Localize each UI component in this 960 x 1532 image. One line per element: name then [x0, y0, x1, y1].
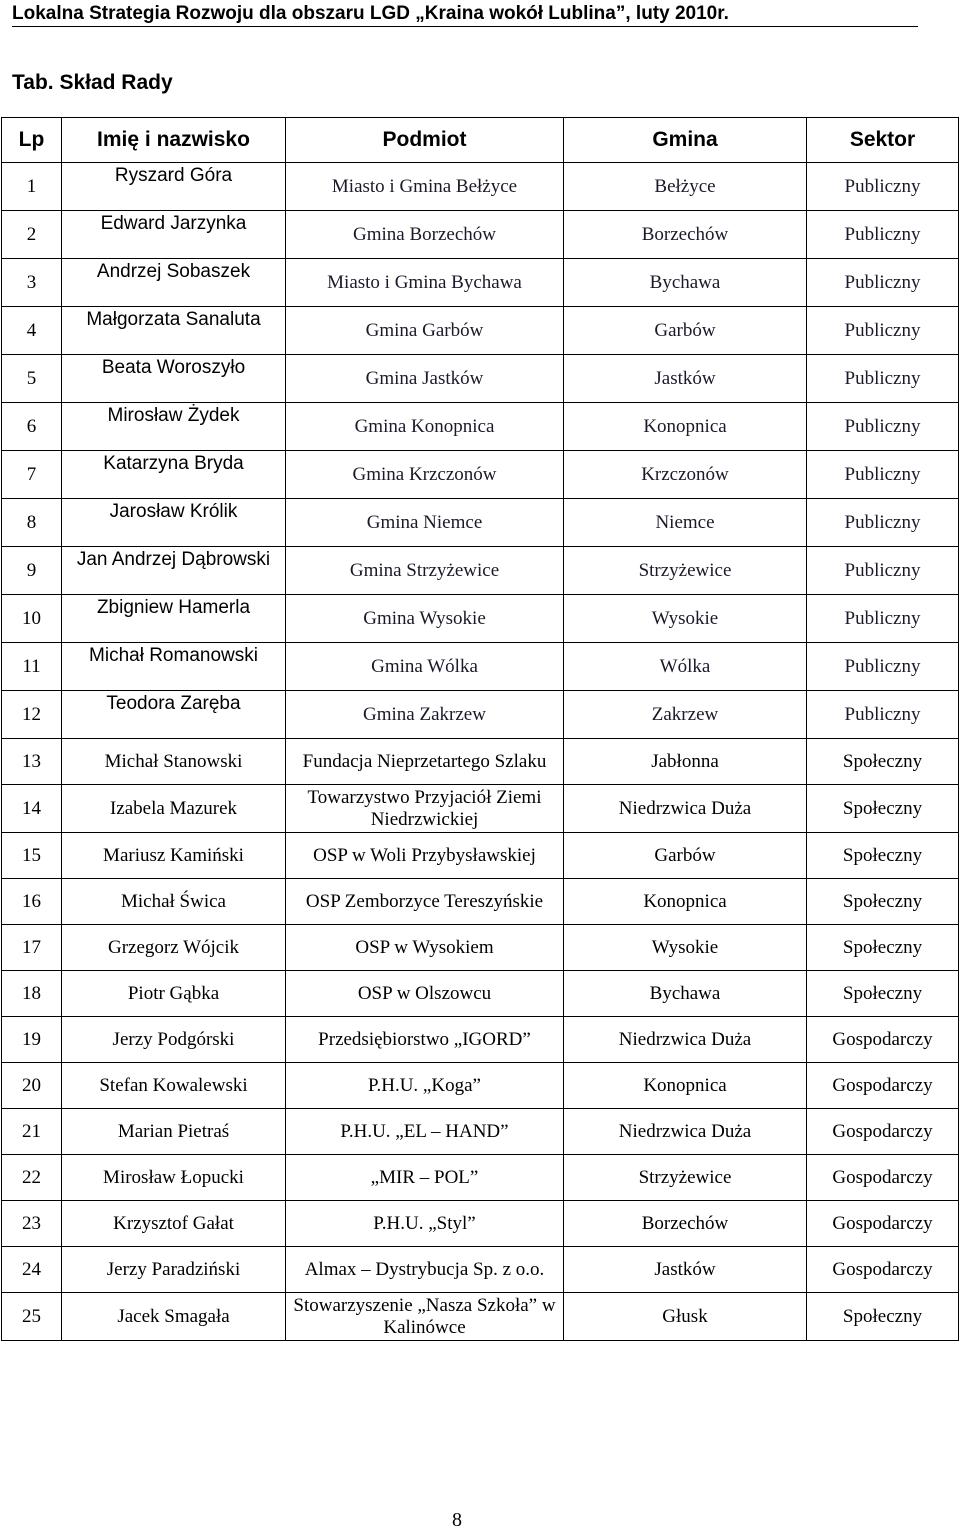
row-lp: 10 — [2, 595, 62, 643]
council-table — [1, 117, 959, 1341]
row-sector: Publiczny — [807, 307, 959, 355]
column-header-sector: Sektor — [807, 118, 959, 163]
row-name: Jacek Smagała — [62, 1293, 286, 1341]
column-header-name: Imię i nazwisko — [62, 118, 286, 163]
row-entity: „MIR – POL” — [286, 1155, 564, 1201]
table-row — [2, 451, 959, 499]
row-entity: Gmina Wysokie — [286, 595, 564, 643]
row-sector: Publiczny — [807, 451, 959, 499]
header-rule — [12, 26, 918, 27]
row-name: Michał Romanowski — [62, 643, 286, 691]
row-gmina: Wysokie — [564, 925, 807, 971]
row-gmina: Borzechów — [564, 1201, 807, 1247]
row-gmina: Niedrzwica Duża — [564, 785, 807, 833]
table-row — [2, 691, 959, 739]
row-sector: Publiczny — [807, 595, 959, 643]
row-lp: 15 — [2, 833, 62, 879]
row-name: Mirosław Łopucki — [62, 1155, 286, 1201]
table-row — [2, 1155, 959, 1201]
row-sector: Społeczny — [807, 833, 959, 879]
row-entity: Gmina Garbów — [286, 307, 564, 355]
document-header: Lokalna Strategia Rozwoju dla obszaru LGD „Kraina wokół Lublina”, luty 2010r. — [12, 3, 729, 24]
column-header-lp: Lp — [2, 118, 62, 163]
row-gmina: Jastków — [564, 1247, 807, 1293]
row-name: Małgorzata Sanaluta — [62, 307, 286, 355]
row-sector: Gospodarczy — [807, 1063, 959, 1109]
row-lp: 14 — [2, 785, 62, 833]
row-entity: OSP w Woli Przybysławskiej — [286, 833, 564, 879]
row-lp: 18 — [2, 971, 62, 1017]
row-entity: Miasto i Gmina Bełżyce — [286, 163, 564, 211]
row-lp: 24 — [2, 1247, 62, 1293]
row-gmina: Garbów — [564, 307, 807, 355]
row-lp: 2 — [2, 211, 62, 259]
row-gmina: Bełżyce — [564, 163, 807, 211]
row-lp: 19 — [2, 1017, 62, 1063]
row-lp: 17 — [2, 925, 62, 971]
row-name: Edward Jarzynka — [62, 211, 286, 259]
row-sector: Publiczny — [807, 259, 959, 307]
row-entity: Miasto i Gmina Bychawa — [286, 259, 564, 307]
row-sector: Społeczny — [807, 739, 959, 785]
row-lp: 16 — [2, 879, 62, 925]
row-name: Andrzej Sobaszek — [62, 259, 286, 307]
row-gmina: Garbów — [564, 833, 807, 879]
row-sector: Publiczny — [807, 211, 959, 259]
row-sector: Publiczny — [807, 547, 959, 595]
table-row — [2, 499, 959, 547]
row-entity: OSP Zemborzyce Tereszyńskie — [286, 879, 564, 925]
row-name: Krzysztof Gałat — [62, 1201, 286, 1247]
row-gmina: Zakrzew — [564, 691, 807, 739]
row-sector: Publiczny — [807, 691, 959, 739]
row-lp: 9 — [2, 547, 62, 595]
row-gmina: Konopnica — [564, 879, 807, 925]
row-name: Piotr Gąbka — [62, 971, 286, 1017]
row-name: Jerzy Paradziński — [62, 1247, 286, 1293]
row-name: Ryszard Góra — [62, 163, 286, 211]
row-sector: Publiczny — [807, 499, 959, 547]
table-row — [2, 1247, 959, 1293]
row-entity: P.H.U. „Koga” — [286, 1063, 564, 1109]
table-row — [2, 1063, 959, 1109]
row-lp: 3 — [2, 259, 62, 307]
table-row — [2, 547, 959, 595]
table-row — [2, 925, 959, 971]
row-lp: 22 — [2, 1155, 62, 1201]
row-name: Zbigniew Hamerla — [62, 595, 286, 643]
row-lp: 8 — [2, 499, 62, 547]
row-name: Katarzyna Bryda — [62, 451, 286, 499]
row-sector: Publiczny — [807, 163, 959, 211]
page-number: 8 — [452, 1509, 462, 1531]
row-gmina: Wysokie — [564, 595, 807, 643]
row-gmina: Konopnica — [564, 403, 807, 451]
row-gmina: Niedrzwica Duża — [564, 1017, 807, 1063]
row-gmina: Niedrzwica Duża — [564, 1109, 807, 1155]
table-header-row — [2, 118, 959, 163]
row-lp: 21 — [2, 1109, 62, 1155]
row-lp: 1 — [2, 163, 62, 211]
row-name: Jan Andrzej Dąbrowski — [62, 547, 286, 595]
row-gmina: Strzyżewice — [564, 547, 807, 595]
row-lp: 4 — [2, 307, 62, 355]
row-name: Grzegorz Wójcik — [62, 925, 286, 971]
table-row — [2, 833, 959, 879]
row-name: Jarosław Królik — [62, 499, 286, 547]
table-row — [2, 1017, 959, 1063]
row-gmina: Głusk — [564, 1293, 807, 1341]
row-entity: OSP w Olszowcu — [286, 971, 564, 1017]
row-name: Mariusz Kamiński — [62, 833, 286, 879]
row-entity: Gmina Konopnica — [286, 403, 564, 451]
row-sector: Publiczny — [807, 355, 959, 403]
table-row — [2, 879, 959, 925]
row-gmina: Bychawa — [564, 259, 807, 307]
table-row — [2, 1293, 959, 1341]
row-lp: 5 — [2, 355, 62, 403]
row-sector: Gospodarczy — [807, 1017, 959, 1063]
table-row — [2, 403, 959, 451]
row-sector: Społeczny — [807, 925, 959, 971]
row-sector: Gospodarczy — [807, 1109, 959, 1155]
row-gmina: Jabłonna — [564, 739, 807, 785]
row-lp: 20 — [2, 1063, 62, 1109]
row-gmina: Krzczonów — [564, 451, 807, 499]
column-header-gmina: Gmina — [564, 118, 807, 163]
row-entity: Gmina Jastków — [286, 355, 564, 403]
row-gmina: Strzyżewice — [564, 1155, 807, 1201]
row-lp: 6 — [2, 403, 62, 451]
row-lp: 11 — [2, 643, 62, 691]
row-sector: Społeczny — [807, 879, 959, 925]
row-name: Beata Woroszyło — [62, 355, 286, 403]
row-name: Izabela Mazurek — [62, 785, 286, 833]
row-entity: P.H.U. „EL – HAND” — [286, 1109, 564, 1155]
row-lp: 7 — [2, 451, 62, 499]
row-name: Jerzy Podgórski — [62, 1017, 286, 1063]
row-entity: Towarzystwo Przyjaciół Ziemi Niedrzwickiej — [286, 785, 564, 833]
row-name: Michał Stanowski — [62, 739, 286, 785]
row-sector: Społeczny — [807, 1293, 959, 1341]
table-row — [2, 595, 959, 643]
row-name: Mirosław Żydek — [62, 403, 286, 451]
row-name: Marian Pietraś — [62, 1109, 286, 1155]
row-gmina: Jastków — [564, 355, 807, 403]
table-row — [2, 163, 959, 211]
row-entity: Gmina Strzyżewice — [286, 547, 564, 595]
row-name: Michał Świca — [62, 879, 286, 925]
row-sector: Publiczny — [807, 643, 959, 691]
row-lp: 23 — [2, 1201, 62, 1247]
row-sector: Gospodarczy — [807, 1201, 959, 1247]
row-name: Teodora Zaręba — [62, 691, 286, 739]
table-row — [2, 211, 959, 259]
row-sector: Gospodarczy — [807, 1247, 959, 1293]
row-lp: 12 — [2, 691, 62, 739]
table-row — [2, 307, 959, 355]
row-entity: Gmina Wólka — [286, 643, 564, 691]
table-row — [2, 971, 959, 1017]
table-row — [2, 643, 959, 691]
table-row — [2, 739, 959, 785]
row-sector: Gospodarczy — [807, 1155, 959, 1201]
row-entity: OSP w Wysokiem — [286, 925, 564, 971]
row-gmina: Konopnica — [564, 1063, 807, 1109]
table-row — [2, 785, 959, 833]
row-entity: P.H.U. „Styl” — [286, 1201, 564, 1247]
row-name: Stefan Kowalewski — [62, 1063, 286, 1109]
table-title: Tab. Skład Rady — [12, 71, 173, 94]
row-gmina: Wólka — [564, 643, 807, 691]
row-sector: Publiczny — [807, 403, 959, 451]
row-entity: Gmina Krzczonów — [286, 451, 564, 499]
row-sector: Społeczny — [807, 785, 959, 833]
row-lp: 13 — [2, 739, 62, 785]
row-entity: Almax – Dystrybucja Sp. z o.o. — [286, 1247, 564, 1293]
row-gmina: Bychawa — [564, 971, 807, 1017]
row-entity: Stowarzyszenie „Nasza Szkoła” w Kalinówce — [286, 1293, 564, 1341]
row-sector: Społeczny — [807, 971, 959, 1017]
row-gmina: Niemce — [564, 499, 807, 547]
row-entity: Przedsiębiorstwo „IGORD” — [286, 1017, 564, 1063]
table-row — [2, 1201, 959, 1247]
column-header-entity: Podmiot — [286, 118, 564, 163]
table-row — [2, 259, 959, 307]
table-row — [2, 355, 959, 403]
row-gmina: Borzechów — [564, 211, 807, 259]
table-row — [2, 1109, 959, 1155]
row-entity: Gmina Zakrzew — [286, 691, 564, 739]
row-entity: Gmina Niemce — [286, 499, 564, 547]
row-lp: 25 — [2, 1293, 62, 1341]
row-entity: Fundacja Nieprzetartego Szlaku — [286, 739, 564, 785]
row-entity: Gmina Borzechów — [286, 211, 564, 259]
